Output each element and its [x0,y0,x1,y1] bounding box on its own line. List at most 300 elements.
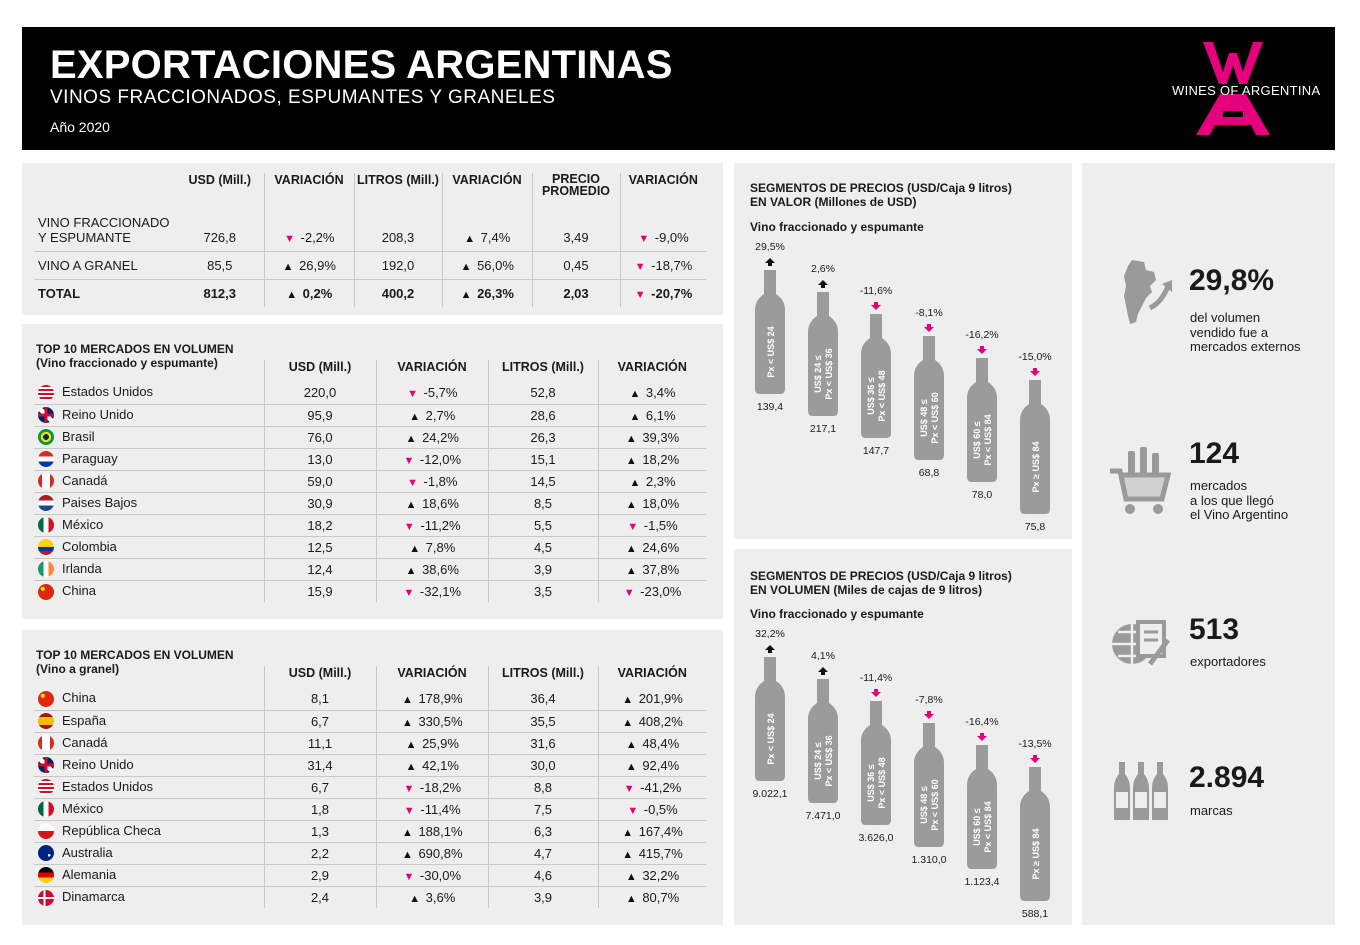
table-cell [598,558,706,580]
arrow-down-icon: ▼ [638,232,650,245]
table-cell [488,404,598,426]
table-cell [488,514,598,536]
country-name: Reino Unido [62,406,134,422]
category-label: Px < US$ 60 [930,779,940,831]
table-cell [376,514,488,536]
top-frac-table [34,360,706,602]
flag-py-icon [38,451,54,467]
row-label: VINO A GRANEL [34,251,176,279]
value-label: 75,8 [1024,521,1046,533]
country-name: México [62,516,104,532]
country-name: Irlanda [62,560,102,576]
bottle-bar [965,329,998,501]
table-cell [264,688,376,710]
value-label: 78,0 [971,489,993,501]
table-cell [264,864,376,886]
cell-value: 3,9 [533,561,553,577]
bottle-bar [858,672,893,844]
cell-value: -1,5% [643,517,678,533]
variation-label: 29,5% [755,241,785,253]
arrow-down-icon: ▼ [407,476,418,489]
category-label: Px < US$ 48 [877,370,887,422]
table-cell [488,470,598,492]
cell-value: 26,9% [299,257,336,273]
chart-value-subtitle: Vino fraccionado y espumante [750,220,924,234]
flag-cz-icon [38,823,54,839]
table-cell [264,470,376,492]
table-cell [264,404,376,426]
arrow-up-icon: ▲ [409,892,421,905]
cell-value: -32,1% [419,583,462,599]
table-cell [442,279,532,307]
table-cell [264,382,376,404]
table-cell [376,864,488,886]
cell-value: 1,8 [310,801,330,817]
arrow-up-icon: ▲ [622,826,634,839]
cell-value: -18,2% [419,779,462,795]
category-label: US$ 36 ≤ [866,377,876,415]
table-row [34,492,706,514]
cell-value: 13,0 [307,451,333,467]
arrow-up-icon: ▲ [282,260,294,273]
variation-label: -11,4% [859,672,893,684]
table-cell [376,558,488,580]
cell-value: 28,6 [530,407,556,423]
arrow-up-icon [765,258,775,266]
country-cell [34,514,264,536]
variation-label: -16,2% [965,329,999,341]
cell-value: 2,2 [310,845,330,861]
bottle-bar [911,694,946,866]
cell-value: 3,5 [533,583,553,599]
cell-value: 39,3% [642,429,680,445]
table-cell [376,732,488,754]
cell-value: 18,2% [642,451,680,467]
flag-de-icon [38,867,54,883]
bottle-bar [805,650,840,822]
category-label: US$ 36 ≤ [866,764,876,802]
table-cell [264,580,376,602]
table-cell [376,536,488,558]
table-row [34,688,706,710]
country-cell [34,688,264,710]
table-cell [376,798,488,820]
country-name: Estados Unidos [62,384,154,400]
table-cell [532,207,620,251]
arrow-up-icon: ▲ [625,760,637,773]
table-cell [264,536,376,558]
arrow-down-icon: ▼ [403,782,415,795]
cell-value: 36,4 [530,691,556,707]
flag-cn-icon [38,691,54,707]
cell-value: 35,5 [530,713,556,729]
country-cell [34,536,264,558]
table-cell [598,688,706,710]
bottle-bar [964,716,999,888]
stat-description: marcas [1190,803,1233,818]
cell-value: 2,7% [425,407,456,423]
arrow-down-icon [871,302,881,310]
table-cell [376,886,488,908]
table-row [34,279,706,307]
variation-label: -8,1% [915,307,943,319]
country-name: Australia [62,844,113,860]
bottle-bar [1018,738,1051,920]
table-cell [488,448,598,470]
table-cell [376,580,488,602]
table-cell [488,536,598,558]
flag-us-icon [38,385,54,401]
table-cell [598,842,706,864]
country-cell [34,404,264,426]
col-header: LITROS (Mill.) [354,173,442,207]
country-cell [34,492,264,514]
shopping-cart-icon [1108,445,1174,519]
col-header: VARIACIÓN [376,360,488,382]
cell-value: 812,3 [203,285,237,301]
country-name: China [62,582,96,598]
flag-mx-icon [38,517,54,533]
flag-uk-icon [38,407,54,423]
cell-value: 201,9% [638,691,683,707]
table-cell [264,886,376,908]
country-name: Brasil [62,428,95,444]
table-row [34,710,706,732]
cell-value: 3,49 [563,229,589,245]
arrow-up-icon: ▲ [460,288,472,301]
summary-table [34,173,706,307]
table-cell [598,382,706,404]
country-cell [34,754,264,776]
arrow-down-icon [977,733,987,741]
cell-value: 76,0 [307,429,333,445]
arrow-up-icon: ▲ [622,848,634,861]
arrow-up-icon: ▲ [402,848,413,861]
table-cell [488,820,598,842]
stats-panel [1082,163,1335,925]
arrow-up-icon: ▲ [402,716,413,729]
stat-number: 2.894 [1189,761,1265,794]
stat-description: exportadores [1190,654,1266,669]
table-row [34,864,706,886]
country-cell [34,842,264,864]
table-cell [488,688,598,710]
logo-text: WINES OF ARGENTINA [1172,83,1321,98]
col-header: VARIACIÓN [620,173,706,207]
arrow-down-icon [924,711,934,719]
table-cell [598,492,706,514]
table-cell [264,279,354,307]
cell-value: 2,03 [563,285,589,301]
country-name: Estados Unidos [62,778,154,794]
cell-value: 167,4% [638,823,683,839]
wines-of-argentina-logo [1167,39,1321,139]
table-row [34,580,706,602]
cell-value: 37,8% [642,561,680,577]
header-banner [22,27,1335,150]
arrow-up-icon: ▲ [405,432,417,445]
value-label: 1.310,0 [911,854,947,866]
variation-label: -13,5% [1018,738,1052,750]
category-label: Px < US$ 60 [930,392,940,444]
table-cell [488,798,598,820]
country-cell [34,776,264,798]
chart-value-svg [734,163,1072,539]
country-cell [34,864,264,886]
arrow-down-icon [1030,755,1040,763]
arrow-down-icon: ▼ [403,454,415,467]
country-cell [34,580,264,602]
country-name: Canadá [62,734,108,750]
country-name: España [62,712,107,728]
table-cell [264,820,376,842]
table-cell [376,448,488,470]
arrow-up-icon: ▲ [629,476,641,489]
table-cell [176,251,264,279]
arrow-down-icon: ▼ [403,520,415,533]
arrow-up-icon: ▲ [460,260,472,273]
col-header: PRECIO PROMEDIO [532,173,620,207]
flag-ca-icon [38,735,54,751]
cell-value: 8,8 [533,779,553,795]
category-label: Px < US$ 84 [983,801,993,853]
table-cell [598,536,706,558]
flag-uk-icon [38,757,54,773]
arrow-down-icon [871,689,881,697]
country-cell [34,470,264,492]
table-cell [488,776,598,798]
bottle-bar [752,628,787,800]
stat-number: 124 [1189,437,1240,470]
table-cell [264,710,376,732]
cell-value: -41,2% [640,779,682,795]
cell-value: 7,4% [480,229,511,245]
cell-value: 5,5 [533,517,553,533]
table-cell [376,776,488,798]
cell-value: 4,5 [533,539,553,555]
cell-value: 192,0 [381,257,415,273]
table-row [34,251,706,279]
stat-number: 29,8% [1189,264,1275,297]
table-cell [598,404,706,426]
cell-value: 220,0 [303,385,337,401]
table-cell [176,279,264,307]
col-header: VARIACIÓN [376,666,488,688]
table-row [34,514,706,536]
value-label: 588,1 [1021,908,1049,920]
table-cell [376,404,488,426]
table-cell [354,251,442,279]
cell-value: -11,4% [420,801,461,817]
arrow-down-icon: ▼ [627,520,639,533]
table-cell [376,470,488,492]
table-cell [598,754,706,776]
cell-value: 59,0 [307,473,333,489]
cell-value: 80,7% [642,889,680,905]
cell-value: 85,5 [207,257,233,273]
table-cell [376,820,488,842]
table-cell [376,754,488,776]
variation-label: 2,6% [811,263,835,275]
cell-value: 48,4% [642,735,680,751]
category-label: US$ 24 ≤ [813,742,823,780]
category-label: Px ≥ US$ 84 [1031,441,1041,493]
country-name: Canadá [62,472,108,488]
category-label: US$ 24 ≤ [813,355,823,393]
table-cell [264,842,376,864]
table-row [34,470,706,492]
arrow-up-icon: ▲ [622,694,634,707]
country-cell [34,710,264,732]
country-cell [34,558,264,580]
arrow-up-icon: ▲ [402,826,413,839]
table-cell [598,732,706,754]
top-frac-title: TOP 10 MERCADOS EN VOLUMEN (Vino fraccionado y espumante) [36,342,234,370]
table-cell [264,558,376,580]
arrow-down-icon: ▼ [403,586,415,599]
cell-value: 6,3 [533,823,553,839]
table-cell [376,426,488,448]
chart-volume-title: SEGMENTOS DE PRECIOS (USD/Caja 9 litros) EN VOLUMEN (Miles de cajas de 9 litros) [750,569,1012,597]
cell-value: -5,7% [423,385,458,401]
cell-value: 726,8 [203,229,237,245]
country-cell [34,448,264,470]
flag-br-icon [38,429,54,445]
col-header: LITROS (Mill.) [488,666,598,688]
cell-value: 15,1 [530,451,556,467]
arrow-down-icon: ▼ [284,232,295,245]
top-granel-panel [22,630,723,925]
variation-label: 4,1% [811,650,835,662]
variation-label: 32,2% [755,628,785,640]
cell-value: 18,2 [307,517,333,533]
table-row [34,448,706,470]
table-cell [264,207,354,251]
table-cell [488,558,598,580]
table-cell [376,710,488,732]
chart-value-panel [734,163,1072,539]
top-granel-title: TOP 10 MERCADOS EN VOLUMEN (Vino a granel) [36,648,234,676]
cell-value: 6,7 [310,779,330,795]
table-cell [488,492,598,514]
country-cell [34,886,264,908]
table-cell [264,514,376,536]
country-name: Reino Unido [62,756,134,772]
category-label: Px < US$ 24 [766,713,776,765]
arrow-down-icon: ▼ [634,288,646,301]
table-cell [488,580,598,602]
table-cell [598,864,706,886]
cell-value: -20,7% [651,285,693,301]
table-cell [354,207,442,251]
table-row [34,886,706,908]
col-header: VARIACIÓN [598,360,706,382]
cell-value: 31,6 [530,735,556,751]
country-name: Paraguay [62,450,118,466]
cell-value: 18,0% [642,495,680,511]
flag-nl-icon [38,495,54,511]
country-name: Paises Bajos [62,494,138,510]
cell-value: 415,7% [638,845,683,861]
arrow-up-icon: ▲ [464,232,476,245]
arrow-down-icon: ▼ [403,804,415,817]
cell-value: -23,0% [640,583,682,599]
cell-value: -18,7% [651,257,693,273]
arrow-up-icon [818,667,828,675]
category-label: US$ 60 ≤ [972,421,982,459]
table-row [34,207,706,251]
summary-panel [22,163,723,315]
cell-value: -9,0% [654,229,689,245]
cell-value: 7,5 [533,801,553,817]
cell-value: 26,3 [530,429,556,445]
table-cell [264,426,376,448]
cell-value: 3,4% [645,385,676,401]
table-cell [442,207,532,251]
arrow-down-icon [924,324,934,332]
flag-dk-icon [38,890,54,906]
arrow-up-icon: ▲ [409,542,421,555]
top-frac-panel [22,324,723,619]
table-cell [532,251,620,279]
cell-value: 18,6% [422,495,459,511]
category-label: Px < US$ 84 [983,414,993,466]
cell-value: 42,1% [422,757,459,773]
cell-value: 14,5 [530,473,556,489]
cell-value: 25,9% [422,735,459,751]
cell-value: 52,8 [530,385,556,401]
cell-value: 188,1% [418,823,463,839]
bottle-bar [755,241,785,413]
table-cell [354,279,442,307]
table-cell [488,382,598,404]
category-label: Px ≥ US$ 84 [1031,828,1041,880]
country-name: República Checa [62,822,162,838]
category-label: Px < US$ 36 [824,735,834,787]
table-cell [598,776,706,798]
page-title: EXPORTACIONES ARGENTINAS [50,43,673,87]
value-label: 139,4 [756,401,784,413]
country-cell [34,426,264,448]
flag-ca-icon [38,473,54,489]
table-cell [488,886,598,908]
cell-value: 4,7 [533,845,553,861]
flag-ie-icon [38,561,54,577]
cell-value: 8,1 [310,691,330,707]
cell-value: 31,4 [307,757,333,773]
value-label: 68,8 [918,467,940,479]
bottle-bar [914,307,944,479]
arrow-up-icon: ▲ [409,410,421,423]
arrow-up-icon: ▲ [625,870,637,883]
table-cell [264,448,376,470]
country-name: Colombia [62,538,117,554]
arrow-up-icon: ▲ [286,288,298,301]
col-header: LITROS (Mill.) [488,360,598,382]
country-cell [34,732,264,754]
value-label: 7.471,0 [805,810,841,822]
cell-value: 12,4 [307,561,333,577]
arrow-up-icon: ▲ [625,738,637,751]
variation-label: -11,6% [859,285,893,297]
table-cell [488,732,598,754]
cell-value: 30,0 [530,757,556,773]
table-cell [264,732,376,754]
arrow-down-icon [1030,368,1040,376]
country-cell [34,820,264,842]
arrow-up-icon: ▲ [625,892,637,905]
col-header: VARIACIÓN [598,666,706,688]
